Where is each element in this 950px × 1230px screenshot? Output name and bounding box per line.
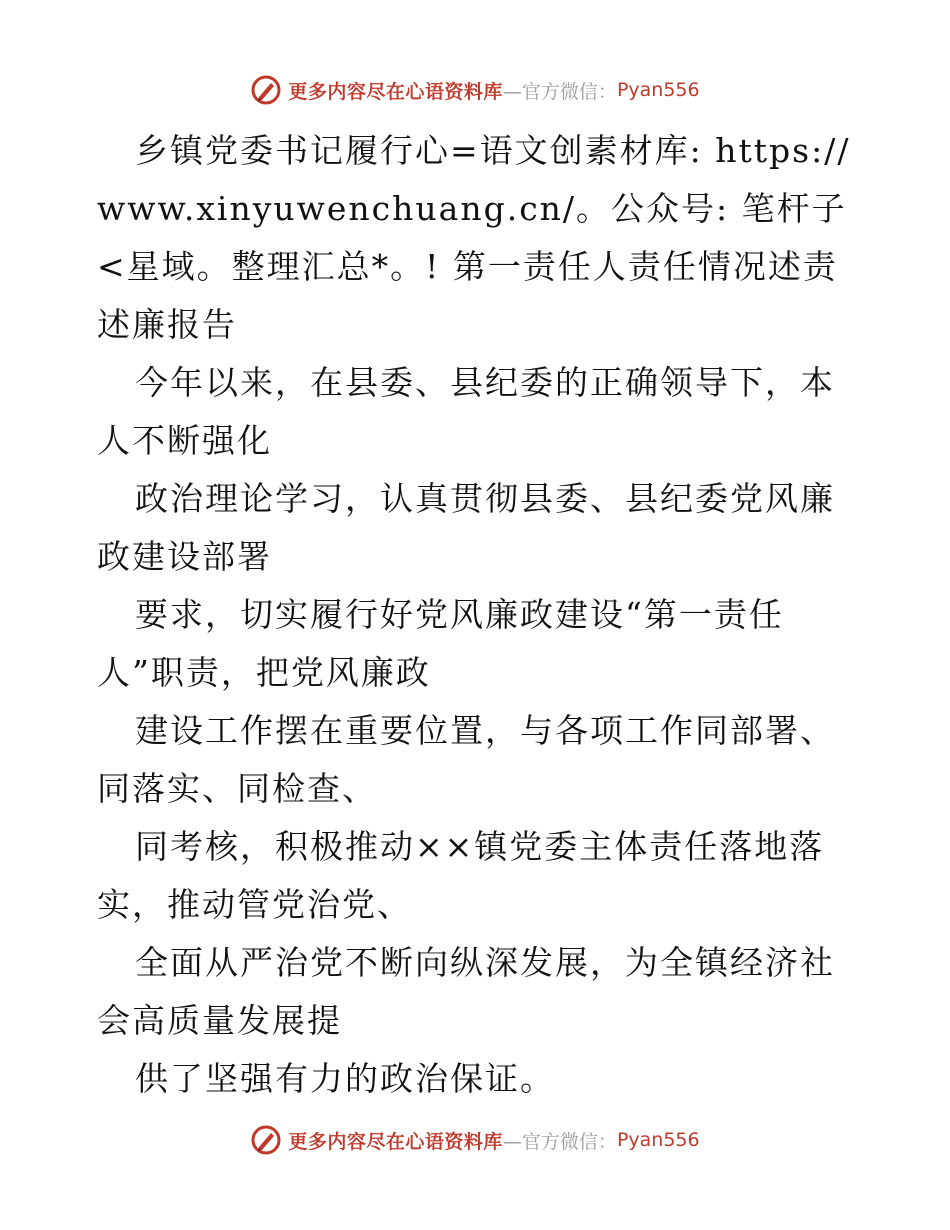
watermark-text: 更多内容尽在心语资料库 [288,1130,503,1153]
watermark-account: Pyan556 [616,79,700,101]
paragraph: 同考核，积极推动××镇党委主体责任落地落实，推动管党治党、 [97,827,825,924]
paragraph: 供了坚强有力的政治保证。 [135,1059,555,1098]
paragraph: 今年以来，在县委、县纪委的正确领导下，本人不断强化 [97,363,835,460]
document-body [97,122,857,1108]
header-watermark [0,70,950,110]
watermark-account: Pyan556 [616,1129,700,1151]
paragraph: 全面从严治党不断向纵深发展，为全镇经济社会高质量发展提 [97,943,835,1040]
watermark-separator: —官方微信： [502,80,617,103]
watermark-separator: —官方微信： [502,1130,617,1153]
footer-watermark [0,1120,950,1160]
watermark-text: 更多内容尽在心语资料库 [288,80,503,103]
paragraph: 建设工作摆在重要位置，与各项工作同部署、同落实、同检查、 [97,711,835,808]
pen-logo-icon [250,74,282,106]
pen-logo-icon [250,1124,282,1156]
paragraph: 政治理论学习，认真贯彻县委、县纪委党风廉政建设部署 [97,479,835,576]
paragraph: 乡镇党委书记履行心=语文创素材库: https://www.xinyuwenchuang.cn/。公众号: 笔杆子<星域。整理汇总*。! 第一责任人责任情况述责述廉报告 [97,131,851,344]
paragraph: 要求，切实履行好党风廉政建设“第一责任人”职责，把党风廉政 [97,595,784,692]
